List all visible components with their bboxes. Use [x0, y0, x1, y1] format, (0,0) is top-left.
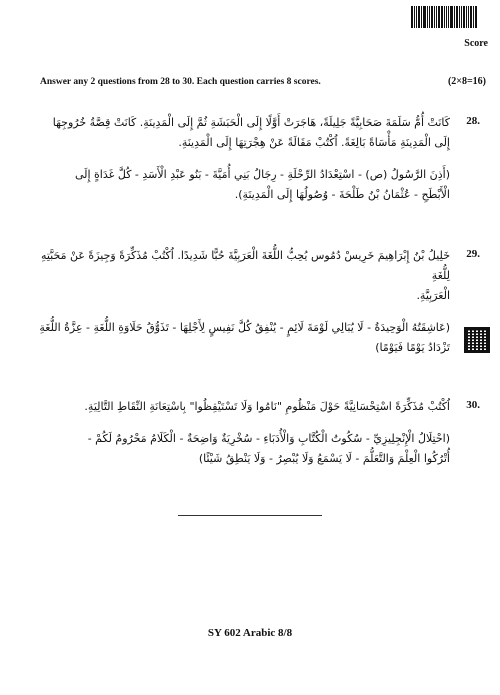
divider-line: [178, 515, 322, 516]
question-text-line: خَلِيلُ بْنُ إِبْرَاهِيمَ خَرِيسْ دُمُوس يُحِبُّ اللُّغَةَ الْعَرَبِيَّةَ حُبًّا شَدِيدًا. اُكْتُبْ مُذَكِّرَةً وَجِيزَةً عَنْ مَحَبَّتِهِ لِلُّغَةِ: [40, 249, 450, 282]
question-text-line: اُكْتُبْ مُذَكِّرَةً اسْتِحْسَانِيَّةً حَوْلَ مَنْظُومِ "نَامُوا وَلَا تَسْتَيْقِظُوا" بِاسْتِعَانَةِ النِّقَاطِ التَّالِيَةِ.: [84, 400, 450, 413]
qr-code-image: [464, 327, 490, 353]
question-number: 28.: [466, 115, 480, 127]
barcode-image: [411, 6, 490, 28]
hint-line: أُتْرُكُوا الْعِلْمَ وَالتَّعَلُّمَ - لَا يَسْمَعُ وَلَا يُبْصِرُ - وَلَا يَنْطِقُ شَيْئًا): [198, 452, 450, 465]
question-text-line: كَانَتْ أُمُّ سَلَمَةَ صَحَابِيَّةً جَلِيلَةً، هَاجَرَتْ أَوَّلًا إِلَى الْحَبَشَةِ ثُمَّ إِلَى الْمَدِينَةِ. كَانَتْ قِصَّةُ خُرُوجِهَا: [52, 116, 450, 129]
paper-code: SY 602 Arabic 8/8: [207, 627, 293, 639]
score-label: Score: [464, 38, 488, 49]
question-29: [22, 246, 480, 358]
question-text-line: الْعَرَبِيَّةِ.: [416, 289, 450, 302]
hint-line: (احْتِلَالُ الْإِنْجِلِيزِيِّ - سُكُوتُ الْكُتَّابِ وَالْأُدَبَاءِ - سُخْرِيَةٌ وَاضِحَةٌ - الْكَلَامُ مَحْرُومٌ لَكُمْ -: [87, 432, 450, 445]
hint-line: الْأَبْطَحِ - عُثْمَانُ بْنُ طَلْحَةَ - وُصُولُهَا إِلَى الْمَدِينَةِ).: [234, 188, 450, 201]
question-30: [22, 397, 480, 469]
question-text-line: إِلَى الْمَدِينَةِ مَأْسَاةً بَالِغَةً. اُكْتُبْ مَقَالَةً عَنْ هِجْرَتِهَا إِلَى الْمَدِينَةِ.: [178, 136, 450, 149]
question-28: [22, 113, 480, 205]
question-number: 30.: [466, 399, 480, 411]
instructions-text: Answer any 2 questions from 28 to 30. Each question carries 8 scores.: [40, 77, 321, 87]
hint-line: تَزْدَادُ يَوْمًا فَيَوْمًا): [375, 341, 450, 354]
marks-total: (2×8=16): [447, 76, 486, 87]
question-number: 29.: [466, 248, 480, 260]
hint-line: (أَذِنَ الرَّسُولُ (ص) - اسْتِعْدَادُ الرِّحْلَةِ - رِجَالُ بَنِي أُمَيَّةَ - بَنُو عَبْدِ الْأَسَدِ - كُلَّ غَدَاةٍ إِلَى: [74, 168, 450, 181]
hint-line: (عَاشِقَتُهُ الْوَحِيدَةُ - لَا يُبَالِي لَوْمَةَ لَائِمٍ - يُنْفِقُ كُلَّ نَفِيسٍ لِأَجْلِهَا - تَذَوُّقُ حَلَاوَةِ اللُّغَةِ - عِزَّةُ اللُّغَةِ: [39, 321, 450, 334]
